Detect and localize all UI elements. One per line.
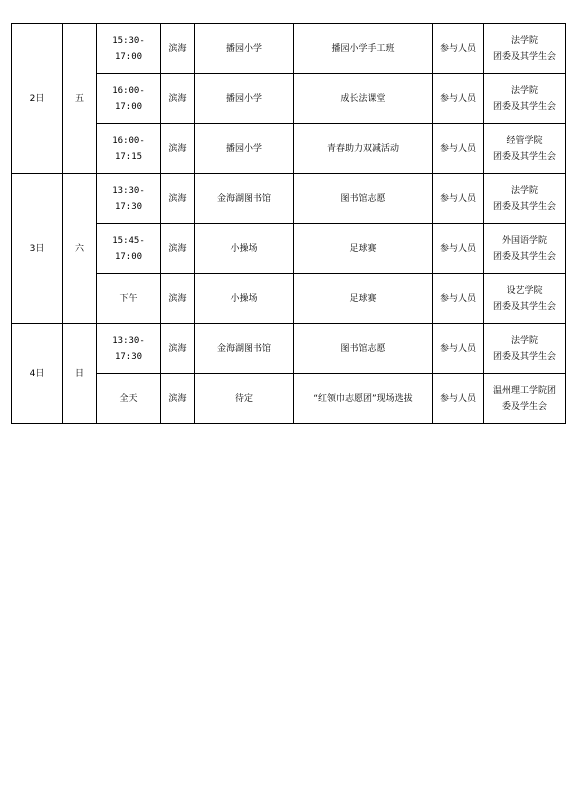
participants-cell: 参与人员 [433,124,484,174]
organizer-line: 委及学生会 [501,401,547,412]
organizer-line: 团委及其学生会 [492,51,556,62]
time-cell: 15:45-17:00 [97,224,161,274]
organizer-line: 团委及其学生会 [492,201,556,212]
organizer-line: 法学院 [510,85,538,96]
organizer-line: 团委及其学生会 [492,351,556,362]
area-cell: 滨海 [161,174,195,224]
area-cell: 滨海 [161,324,195,374]
place-cell: 待定 [195,374,294,424]
organizer-cell [484,124,566,174]
place-cell: 小操场 [195,274,294,324]
time-cell: 16:00-17:00 [97,74,161,124]
place-cell: 金海湖图书馆 [195,174,294,224]
organizer-cell [484,274,566,324]
time-cell: 13:30-17:30 [97,324,161,374]
weekday-cell: 日 [63,324,97,424]
table-row [12,324,566,374]
organizer-line: 团委及其学生会 [492,301,556,312]
organizer-line: 法学院 [510,185,538,196]
organizer-line: 法学院 [510,335,538,346]
schedule-table [11,23,566,424]
area-cell: 滨海 [161,24,195,74]
organizer-cell [484,224,566,274]
organizer-line: 设艺学院 [506,285,543,296]
weekday-cell: 五 [63,24,97,174]
organizer-line: 温州理工学院团 [492,385,556,396]
organizer-cell [484,174,566,224]
activity-cell: 足球赛 [294,224,433,274]
activity-cell: 图书馆志愿 [294,174,433,224]
activity-cell: 青春助力双减活动 [294,124,433,174]
organizer-cell [484,24,566,74]
participants-cell: 参与人员 [433,324,484,374]
area-cell: 滨海 [161,124,195,174]
participants-cell: 参与人员 [433,24,484,74]
date-cell: 4日 [12,324,63,424]
organizer-cell [484,74,566,124]
organizer-cell [484,374,566,424]
activity-cell: 成长法课堂 [294,74,433,124]
organizer-line: 团委及其学生会 [492,101,556,112]
area-cell: 滨海 [161,224,195,274]
organizer-line: 团委及其学生会 [492,251,556,262]
activity-cell: “红领巾志愿团”现场选拔 [294,374,433,424]
place-cell: 播园小学 [195,24,294,74]
participants-cell: 参与人员 [433,174,484,224]
place-cell: 小操场 [195,224,294,274]
organizer-cell [484,324,566,374]
time-cell: 15:30-17:00 [97,24,161,74]
time-cell: 16:00-17:15 [97,124,161,174]
participants-cell: 参与人员 [433,374,484,424]
participants-cell: 参与人员 [433,274,484,324]
organizer-line: 经管学院 [506,135,543,146]
time-cell: 全天 [97,374,161,424]
place-cell: 播园小学 [195,124,294,174]
participants-cell: 参与人员 [433,224,484,274]
table-row [12,174,566,224]
table-row [12,24,566,74]
time-cell: 下午 [97,274,161,324]
area-cell: 滨海 [161,274,195,324]
weekday-cell: 六 [63,174,97,324]
date-cell: 3日 [12,174,63,324]
organizer-line: 外国语学院 [501,235,547,246]
organizer-line: 团委及其学生会 [492,151,556,162]
place-cell: 播园小学 [195,74,294,124]
time-cell: 13:30-17:30 [97,174,161,224]
area-cell: 滨海 [161,374,195,424]
activity-cell: 图书馆志愿 [294,324,433,374]
activity-cell: 播园小学手工班 [294,24,433,74]
date-cell: 2日 [12,24,63,174]
area-cell: 滨海 [161,74,195,124]
participants-cell: 参与人员 [433,74,484,124]
organizer-line: 法学院 [510,35,538,46]
place-cell: 金海湖图书馆 [195,324,294,374]
activity-cell: 足球赛 [294,274,433,324]
